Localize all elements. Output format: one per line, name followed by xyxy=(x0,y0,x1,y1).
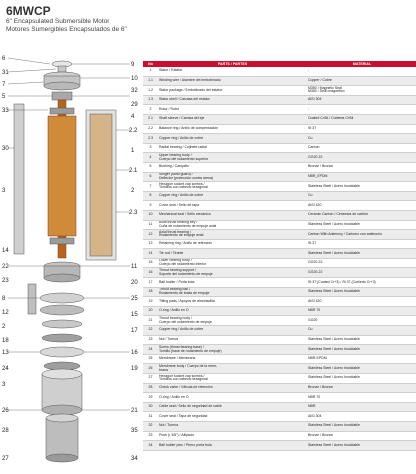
part-material: Carbon xyxy=(307,143,416,153)
part-name: Upper bearing body / Cuerpo del rodamiento superior xyxy=(158,153,307,163)
table-row xyxy=(143,239,416,249)
part-material: St 37 (Coated Cr+3) / St 37 (Cubierto Cr+3) xyxy=(307,278,416,288)
part-number: 13 xyxy=(143,239,158,249)
label-left-12: 2 xyxy=(2,324,6,330)
label-left-14: 13 xyxy=(2,350,9,356)
label-left-19: 27 xyxy=(2,456,9,462)
part-number: 2 xyxy=(143,105,158,115)
part-name: Axial thrust bearing / Rodamiento de empuje axial xyxy=(158,230,307,240)
label-left-10: 8 xyxy=(2,296,6,302)
part-material: Stainless Steel / Acero Inoxidable xyxy=(307,345,416,355)
column-header-no: No xyxy=(143,61,158,67)
part-name: Thrust bearing support / Soporte del rodamiento de empuje xyxy=(158,268,307,278)
label-right-10: 11 xyxy=(131,264,138,270)
part-name: Thrust bearing ball / Rodamiento de bolas de empuje xyxy=(158,287,307,297)
part-number: 6 xyxy=(143,172,158,182)
part-number: 16 xyxy=(143,268,158,278)
part-name: Nut / Tuerca xyxy=(158,421,307,431)
table-row xyxy=(143,393,416,403)
table-row xyxy=(143,105,416,115)
table-row xyxy=(143,191,416,201)
part-material: NBR xyxy=(307,402,416,412)
part-name: Hexagon socket cap screws / Tornillos con cabeza hexagonal xyxy=(158,374,307,384)
part-number: 17 xyxy=(143,278,158,288)
diagram-part-tie-rod xyxy=(28,284,36,314)
part-material: Carbon With Antimony / Carbono con antimonio xyxy=(307,230,416,240)
part-material: AISI 420 xyxy=(307,297,416,307)
label-left-4: 33 xyxy=(2,108,9,114)
part-name: Retaining ring / Anillo de retención xyxy=(158,239,307,249)
part-material: Stainless Steel / Acero Inoxidable xyxy=(307,421,416,431)
part-name: Nut / Tuerca xyxy=(158,335,307,345)
label-right-17: 21 xyxy=(131,408,138,414)
part-number: 27 xyxy=(143,374,158,384)
table-row xyxy=(143,402,416,412)
label-right-19: 34 xyxy=(131,456,138,462)
part-material: AISI 304 xyxy=(307,412,416,422)
table-row xyxy=(143,431,416,441)
part-number: 22 xyxy=(143,326,158,336)
label-right-5: 2.2 xyxy=(129,128,138,134)
part-material: Stainless Steel / Acero Inoxidable xyxy=(307,182,416,192)
label-left-0: 6 xyxy=(2,56,6,62)
part-name: Check valve / Válvula de retención xyxy=(158,383,307,393)
part-name: Cover seal / Tapa de seguridad xyxy=(158,412,307,422)
part-number: 11 xyxy=(143,220,158,230)
label-right-0: 9 xyxy=(131,62,135,68)
part-name: Radial bearing / Cojinete radial xyxy=(158,143,307,153)
table-row xyxy=(143,76,416,86)
part-number: 12 xyxy=(143,230,158,240)
part-name: Copper ring / Anillo de cobre xyxy=(158,191,307,201)
part-name: Bushing / Casquillo xyxy=(158,162,307,172)
table-row xyxy=(143,345,416,355)
label-left-11: 12 xyxy=(2,310,9,316)
table-row xyxy=(143,249,416,259)
part-name: Balance ring / Anillo de compensación xyxy=(158,124,307,134)
table-row xyxy=(143,441,416,451)
part-name: Copper ring / Anillo de cobre xyxy=(158,134,307,144)
part-number: 1 xyxy=(143,67,158,76)
subtitle-spanish: Motores Sumergibles Encapsulados de 6" xyxy=(6,26,127,33)
part-number: 29 xyxy=(143,393,158,403)
label-left-18: 28 xyxy=(2,428,9,434)
part-name: Tilting pads / Apoyos de almohadilla xyxy=(158,297,307,307)
label-left-3: 5 xyxy=(2,94,6,100)
label-right-11: 20 xyxy=(131,280,138,286)
table-row xyxy=(143,287,416,297)
table-row xyxy=(143,297,416,307)
table-row xyxy=(143,172,416,182)
label-right-2: 32 xyxy=(131,88,138,94)
column-header-material: MATERIAL xyxy=(307,61,416,67)
part-name: Winding wire / Alambre del embobinado xyxy=(158,76,307,86)
part-material: Bronze / Bronce xyxy=(307,431,416,441)
table-row xyxy=(143,162,416,172)
part-name: Ball holder / Porta bola xyxy=(158,278,307,288)
label-left-6: 3 xyxy=(2,188,6,194)
label-right-7: 2.1 xyxy=(129,168,138,174)
diagram-part-bushing xyxy=(52,92,72,100)
part-name: Lower bearing body / Cuerpo del rodamiento inferior xyxy=(158,258,307,268)
parts-table xyxy=(143,61,416,451)
table-row xyxy=(143,210,416,220)
part-material: Ceramic Carbon / Cerámica de carbón xyxy=(307,210,416,220)
table-row xyxy=(143,201,416,211)
label-left-7: 14 xyxy=(2,248,9,254)
label-right-6: 1 xyxy=(131,148,135,154)
part-number: 15 xyxy=(143,258,158,268)
table-row xyxy=(143,114,416,124)
part-number: 10 xyxy=(143,210,158,220)
part-material: - xyxy=(307,67,416,76)
page-header xyxy=(6,4,127,34)
label-right-4: 4 xyxy=(131,114,135,120)
table-row xyxy=(143,306,416,316)
diagram-part-thrust-bearing xyxy=(42,320,82,328)
table-row xyxy=(143,278,416,288)
label-right-9: 2.3 xyxy=(129,210,138,216)
part-number: 30 xyxy=(143,402,158,412)
part-material: AISI 304 xyxy=(307,95,416,105)
part-name: Rotor / Rotor xyxy=(158,105,307,115)
part-name: Cable seal / Sello de seguridad de cable xyxy=(158,402,307,412)
table-row xyxy=(143,326,416,336)
part-name: Membrane / Membrana xyxy=(158,354,307,364)
table-row xyxy=(143,258,416,268)
part-material: Stainless Steel / Acero Inoxidable xyxy=(307,335,416,345)
table-row xyxy=(143,153,416,163)
part-material: Cu xyxy=(307,326,416,336)
table-row xyxy=(143,220,416,230)
table-row xyxy=(143,412,416,422)
part-material: Stainless Steel / Acero Inoxidable xyxy=(307,374,416,384)
label-right-18: 35 xyxy=(131,428,138,434)
part-number: 23 xyxy=(143,335,158,345)
table-row xyxy=(143,124,416,134)
table-row xyxy=(143,86,416,96)
part-material: Stainless Steel / Acero Inoxidable xyxy=(307,287,416,297)
part-number: 20 xyxy=(143,306,158,316)
part-material: M350 / Magnetic Seal M350 / Sello magnético xyxy=(307,86,416,96)
table-row xyxy=(143,354,416,364)
table-row xyxy=(143,182,416,192)
part-name: Membrane body / Cuerpo de la mem- brana xyxy=(158,364,307,374)
part-name: Shaft sleeve / Camisa del eje xyxy=(158,114,307,124)
part-number: 32 xyxy=(143,421,158,431)
part-number: 1.1 xyxy=(143,76,158,86)
diagram-part-ball-holder xyxy=(40,347,84,357)
part-material: - xyxy=(307,105,416,115)
part-material: Copper / Cobre xyxy=(307,76,416,86)
part-number: 9 xyxy=(143,201,158,211)
part-number: 1.2 xyxy=(143,86,158,96)
part-material: St 37 xyxy=(307,239,416,249)
label-left-5: 30 xyxy=(2,146,9,152)
part-material: NBR_EPDM xyxy=(307,172,416,182)
part-material: Cu xyxy=(307,191,416,201)
part-number: 19 xyxy=(143,297,158,307)
label-left-17: 26 xyxy=(2,408,9,414)
diagram-part-cable xyxy=(14,104,24,254)
part-name: Cover seal / Sello de tapa xyxy=(158,201,307,211)
part-material: Stainless Steel / Acero Inoxidable xyxy=(307,220,416,230)
part-number: 3 xyxy=(143,143,158,153)
part-number: 7 xyxy=(143,182,158,192)
table-row xyxy=(143,134,416,144)
table-row xyxy=(143,364,416,374)
part-name: Axial thrust bearing key / Cuña de rodamiento de empuje axial xyxy=(158,220,307,230)
part-material: Stainless Steel / Acero Inoxidable xyxy=(307,364,416,374)
part-name: Push (r 3/8") / Afilpado xyxy=(158,431,307,441)
part-material: GG20-22 xyxy=(307,258,416,268)
part-number: 2.1 xyxy=(143,114,158,124)
part-name: O-ring / Anillo en O xyxy=(158,393,307,403)
label-left-2: 7 xyxy=(2,82,6,88)
part-name: Screw (thrust bearing base) / Tornillo (base de rodamiento de empuje) xyxy=(158,345,307,355)
part-number: 34 xyxy=(143,441,158,451)
part-name: Stator / Estator xyxy=(158,67,307,76)
part-material: Bronze / Bronce xyxy=(307,383,416,393)
table-row xyxy=(143,383,416,393)
part-number: 28 xyxy=(143,383,158,393)
table-row xyxy=(143,143,416,153)
part-material: GG20-22 xyxy=(307,153,416,163)
label-right-8: 2 xyxy=(131,188,135,194)
diagram-part-rotor xyxy=(48,116,76,236)
part-number: 2.3 xyxy=(143,134,158,144)
table-row xyxy=(143,95,416,105)
part-material: NBR-EPDM xyxy=(307,354,416,364)
table-row xyxy=(143,421,416,431)
part-name: Stator package / Embobinado del estator xyxy=(158,86,307,96)
label-right-1: 10 xyxy=(131,76,138,82)
label-left-15: 24 xyxy=(2,366,9,372)
part-number: 5 xyxy=(143,162,158,172)
part-material: Cu xyxy=(307,134,416,144)
exploded-view-diagram xyxy=(0,52,140,474)
part-number: 26 xyxy=(143,364,158,374)
parts-table-body xyxy=(143,67,416,450)
diagram-part-thrust-support xyxy=(40,293,84,303)
part-name: Slinger (sand guard) / Deflector (protección contra arena) xyxy=(158,172,307,182)
label-left-8: 22 xyxy=(2,264,9,270)
diagram-part-nut xyxy=(58,66,66,72)
part-number: 8 xyxy=(143,191,158,201)
table-row xyxy=(143,335,416,345)
part-name: O-ring / Anillo en O xyxy=(158,306,307,316)
diagram-part-stator-winding xyxy=(90,114,112,256)
part-material: GG20 xyxy=(307,316,416,326)
label-right-3: 29 xyxy=(131,102,138,108)
part-number: 33 xyxy=(143,431,158,441)
table-row xyxy=(143,374,416,384)
label-right-12: 25 xyxy=(131,296,138,302)
part-material: AISI 420 xyxy=(307,201,416,211)
part-material: Coated Cr/Ni / Cubierta Cr/Ni xyxy=(307,114,416,124)
part-number: 21 xyxy=(143,316,158,326)
part-material: GG20-22 xyxy=(307,268,416,278)
table-row xyxy=(143,268,416,278)
subtitle-english: 6" Encapsulated Submersible Motor xyxy=(6,18,110,25)
table-row xyxy=(143,230,416,240)
diagram-part-membrane-body xyxy=(42,374,82,410)
column-header-parts: PARTS / PARTES xyxy=(158,61,307,67)
part-name: Copper ring / Anillo de cobre xyxy=(158,326,307,336)
part-name: Tie rod / Tirante xyxy=(158,249,307,259)
label-left-13: 18 xyxy=(2,338,9,344)
part-name: Mechanical seal / Sello mecánico xyxy=(158,210,307,220)
part-material: St 37 xyxy=(307,124,416,134)
label-right-13: 15 xyxy=(131,312,138,318)
label-right-16: 19 xyxy=(131,366,138,372)
label-left-16: 3 xyxy=(2,382,6,388)
part-material: Stainless Steel / Acero Inoxidable xyxy=(307,441,416,451)
part-number: 18 xyxy=(143,287,158,297)
diagram-part-balance-ring xyxy=(50,108,74,114)
part-number: 14 xyxy=(143,249,158,259)
table-row xyxy=(143,67,416,76)
part-material: Stainless Steel / Acero Inoxidable xyxy=(307,249,416,259)
part-number: 2.2 xyxy=(143,124,158,134)
part-material: Bronze / Bronce xyxy=(307,162,416,172)
part-name: Ball holder pins / Perno porta bola xyxy=(158,441,307,451)
model-title: 6MWCP xyxy=(6,4,51,18)
part-number: 31 xyxy=(143,412,158,422)
diagram-part-bottom-cover xyxy=(46,418,78,458)
part-number: 25 xyxy=(143,354,158,364)
label-left-1: 31 xyxy=(2,70,9,76)
part-number: 4 xyxy=(143,153,158,163)
part-name: Stator shell / Carcasa del estator xyxy=(158,95,307,105)
label-right-15: 16 xyxy=(131,350,138,356)
label-left-9: 23 xyxy=(2,278,9,284)
part-material: NBR 70 xyxy=(307,306,416,316)
part-name: Thrust bearing body / Cuerpo del rodamiento de empuje xyxy=(158,316,307,326)
part-number: 1.3 xyxy=(143,95,158,105)
table-row xyxy=(143,316,416,326)
label-right-14: 17 xyxy=(131,328,138,334)
part-name: Hexagon socket cap screws / Tornillos con cabeza hexagonal xyxy=(158,182,307,192)
part-material: NBR 70 xyxy=(307,393,416,403)
part-number: 24 xyxy=(143,345,158,355)
